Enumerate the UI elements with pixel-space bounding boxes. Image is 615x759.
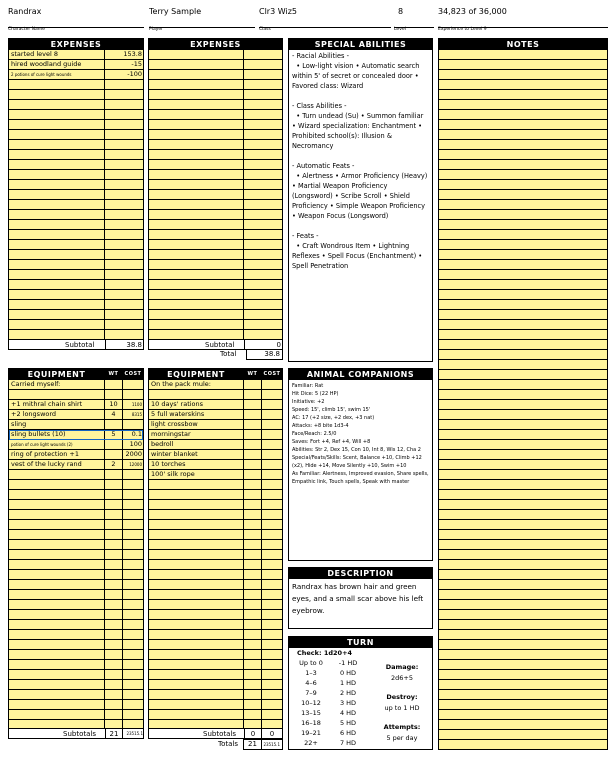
companion-line: Attacks: +8 bite 1d3-4 (292, 423, 349, 429)
character-name-field[interactable] (8, 6, 144, 32)
companion-line: Initiative: +2 (292, 399, 325, 405)
equipment-row-selected[interactable]: sling bullets (10) 5 0.1 (11, 430, 142, 438)
equipment-row[interactable]: On the pack mule: (151, 380, 211, 388)
equipment-row[interactable]: sling (11, 420, 27, 428)
companion-line: Face/Reach: 2.5/0 (292, 431, 337, 437)
wt-subtotal[interactable]: 0 (244, 729, 261, 739)
equipment-row[interactable]: 5 full waterskins (151, 410, 205, 418)
turn-hd: 0 HD (339, 669, 357, 677)
damage-label: Damage: (385, 663, 419, 671)
equipment-row[interactable] (9, 390, 143, 400)
equipment-row[interactable]: vest of the lucky rand 2 12000 (11, 460, 142, 468)
notes-header: NOTES (439, 39, 607, 50)
equipment-row[interactable]: ring of protection +1 2000 (11, 450, 142, 458)
subtotal-value[interactable]: 38.8 (105, 340, 143, 350)
equipment-row[interactable]: morningstar (151, 430, 191, 438)
total-label: Total (220, 350, 237, 358)
level-field[interactable] (394, 6, 434, 32)
subtotal-label: Subtotal (205, 341, 235, 349)
class-value: Clr3 Wiz5 (259, 7, 297, 16)
turn-panel (288, 636, 433, 750)
wt-label-2: WT (247, 371, 258, 377)
turn-roll: 7–9 (305, 689, 317, 697)
wt-total[interactable]: 21 (243, 739, 262, 750)
description-header: DESCRIPTION (289, 568, 432, 579)
companion-line: Abilities: Str 2, Dex 15, Con 10, Int 8, Wis 12, Cha 2 (292, 447, 421, 453)
cost-label-2: COST (263, 371, 281, 377)
turn-roll: 19–21 (301, 729, 321, 737)
turn-hd: 3 HD (339, 699, 357, 707)
attempts-label: Attempts: (383, 723, 421, 731)
expense-row[interactable]: started level 8 153.8 (11, 50, 142, 58)
turn-hd: 4 HD (339, 709, 357, 717)
class-caption: Class (259, 27, 271, 32)
special-abilities-header: SPECIAL ABILITIES (289, 39, 432, 50)
level-caption: Level (394, 27, 406, 32)
equipment-row[interactable]: Carried myself: (11, 380, 61, 388)
experience-caption: Experience to Level 9 (438, 27, 487, 32)
special-abilities-panel (288, 38, 433, 362)
equipment-row[interactable]: 10 days' rations (151, 400, 204, 408)
turn-hd: 5 HD (339, 719, 357, 727)
subtotals-label: Subtotals (203, 730, 236, 738)
expenses-list-1 (9, 50, 143, 339)
turn-check[interactable]: Check: 1d20+4 (297, 649, 353, 657)
damage-value[interactable]: 2d6+5 (391, 674, 413, 682)
turn-roll: Up to 0 (299, 659, 323, 667)
expenses-list-2[interactable] (149, 50, 282, 339)
notes-lines[interactable] (439, 50, 607, 749)
turn-body (289, 648, 432, 748)
turn-hd: 6 HD (339, 729, 357, 737)
subtotals-label: Subtotals (63, 730, 96, 738)
character-name-value: Randrax (8, 7, 42, 16)
special-abilities-text[interactable]: - Racial Abilities - • Low-light vision • Automatic search within 5' of secret or concealed door • Favored class: Wizard - Class Abilities - • Turn undead (Su) • Summon familiar • Wizard specialization: Enchantment • Prohibited school(s): Illusion & Necromancy - Automatic Feats - • Alertness • Armor Proficiency (Heavy) • Martial Weapon Proficiency (Longsword) • Scribe Scroll • Shield Proficiency • Simple Weapon Proficiency • Weapon Focus (Longsword) - Feats - • Craft Wondrous Item • Lightning Reflexes • Spell Focus (Enchantment) • Spell Penetration (292, 52, 428, 270)
turn-hd: 1 HD (339, 679, 357, 687)
equipment-list-1 (9, 380, 143, 728)
turn-roll: 13–15 (301, 709, 321, 717)
equipment-header-1 (9, 369, 143, 380)
wt-label-1: WT (108, 371, 119, 377)
cost-label-1: COST (124, 371, 142, 377)
player-caption: Player (149, 27, 164, 32)
equipment-panel-2 (148, 368, 283, 739)
turn-hd: -1 HD (338, 659, 358, 667)
turn-roll: 10–12 (301, 699, 321, 707)
animal-companions-text[interactable] (289, 380, 432, 488)
player-field[interactable] (149, 6, 255, 32)
companion-line: Special/Feats/Skills: Scent, Balance +10, Climb +12 (x2), Hide +14, Move Silently +10, Swim +10 (292, 455, 422, 469)
companion-line: AC: 17 (+2 size, +2 dex, +3 nat) (292, 415, 375, 421)
companion-line: Hit Dice: 5 (22 HP) (292, 391, 339, 397)
subtotal-value[interactable]: 0 (244, 340, 282, 350)
equipment-row[interactable]: 10 torches (151, 460, 186, 468)
turn-hd: 7 HD (339, 739, 357, 747)
turn-roll: 1–3 (305, 669, 317, 677)
attempts-value[interactable]: 5 per day (386, 734, 418, 742)
character-name-caption: Character Name (8, 27, 45, 32)
animal-companions-header: ANIMAL COMPANIONS (289, 369, 432, 380)
description-panel (288, 567, 433, 629)
cost-subtotal[interactable]: 0 (261, 729, 282, 739)
expenses-header-2: EXPENSES (149, 39, 282, 50)
subtotal-label: Subtotal (65, 341, 95, 349)
expense-row[interactable]: 2 potions of cure light wounds -100 (11, 70, 142, 78)
expense-row[interactable]: hired woodland guide -15 (11, 60, 142, 68)
equipment-subtotal-row-2 (149, 728, 282, 738)
animal-companions-panel (288, 368, 433, 561)
expenses-header-1: EXPENSES (9, 39, 143, 50)
notes-panel (438, 38, 608, 750)
equipment-header-2 (149, 369, 282, 380)
companion-line: As Familiar: Alertness, Improved evasion, Share spells, Empathic link, Touch spells, Speak with master (292, 471, 429, 485)
equipment-row[interactable]: potion of cure light wounds (2) 100 (11, 440, 142, 448)
description-text[interactable]: Randrax has brown hair and green eyes, and a small scar above his left eyebrow. (292, 582, 424, 615)
wt-subtotal[interactable]: 21 (105, 729, 122, 739)
class-field[interactable] (259, 6, 391, 32)
equipment-row[interactable]: winter blanket (151, 450, 198, 458)
equipment-title-2: EQUIPMENT (167, 370, 225, 379)
level-value: 8 (398, 7, 404, 16)
expenses-panel-1 (8, 38, 144, 350)
destroy-value[interactable]: up to 1 HD (384, 704, 420, 712)
companion-line: Speed: 15', climb 15', swim 15' (292, 407, 371, 413)
expenses-panel-2 (148, 38, 283, 350)
turn-roll: 4–6 (305, 679, 317, 687)
totals-label: Totals (218, 740, 238, 748)
player-value: Terry Sample (149, 7, 202, 16)
experience-field[interactable] (438, 6, 608, 32)
total-value[interactable]: 38.8 (246, 349, 283, 360)
equipment-row[interactable]: 100' silk rope (151, 470, 195, 478)
equipment-row[interactable]: +1 mithral chain shirt 10 1100 (11, 400, 142, 408)
equipment-row[interactable] (149, 390, 282, 400)
companion-line: Familiar: Rat (292, 383, 324, 389)
equipment-row[interactable]: light crossbow (151, 420, 198, 428)
equipment-panel-1 (8, 368, 144, 739)
turn-roll: 22+ (304, 739, 318, 747)
turn-hd: 2 HD (339, 689, 357, 697)
expenses-subtotal-row-2 (149, 339, 282, 349)
turn-roll: 16–18 (301, 719, 321, 727)
cost-total[interactable]: 23515.1 (261, 739, 283, 750)
destroy-label: Destroy: (386, 693, 418, 701)
equipment-row[interactable]: +2 longsword 4 8315 (11, 410, 142, 418)
equipment-list-2 (149, 380, 282, 728)
equipment-row[interactable]: bedroll (151, 440, 174, 448)
companion-line: Saves: Fort +4, Ref +4, Will +8 (292, 439, 371, 445)
expenses-subtotal-row-1 (9, 339, 143, 349)
experience-value: 34,823 of 36,000 (438, 7, 507, 16)
equipment-subtotal-row-1 (9, 728, 143, 738)
cost-subtotal[interactable]: 23515.1 (122, 729, 143, 739)
equipment-title-1: EQUIPMENT (27, 370, 86, 379)
turn-header: TURN (289, 637, 432, 648)
